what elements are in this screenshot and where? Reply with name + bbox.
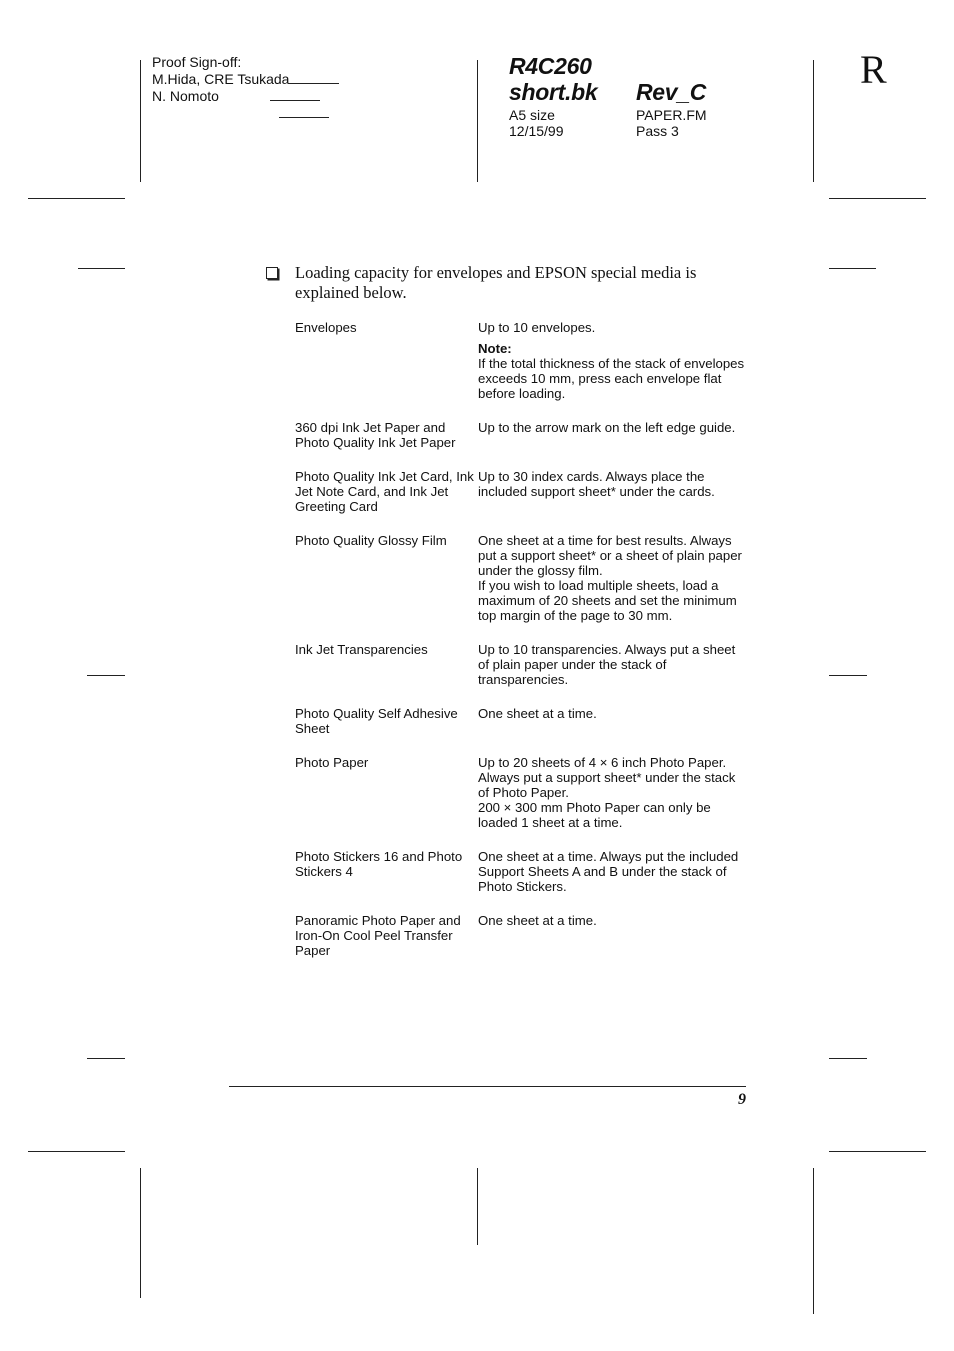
media-name: Ink Jet Transparencies (295, 642, 428, 657)
signature-blank (289, 71, 339, 84)
media-name: Photo Paper (295, 755, 369, 770)
crop-mark (829, 198, 926, 199)
doc-pass: Pass 3 (636, 123, 679, 139)
footer-rule (229, 1086, 746, 1087)
crop-mark (78, 268, 125, 269)
media-capacity: One sheet at a time. (478, 913, 597, 928)
crop-mark (140, 1168, 141, 1298)
doc-book: short.bk (509, 79, 598, 105)
capacity-text: One sheet at a time for best results. Always put a support sheet* or a sheet of plain paper under the glossy film. (478, 533, 742, 578)
proof-line-1 (152, 71, 339, 88)
media-capacity: One sheet at a time. Always put the included Support Sheets A and B under the stack of Photo Stickers. (478, 849, 739, 894)
table-row (295, 320, 747, 401)
crop-mark (813, 60, 814, 182)
table-row (295, 642, 747, 687)
table-row (295, 913, 747, 958)
checkbox-bullet-icon (266, 267, 278, 279)
crop-mark (829, 268, 876, 269)
media-name: 360 dpi Ink Jet Paper and Photo Quality Ink Jet Paper (295, 420, 456, 450)
capacity-text: Up to 10 envelopes. (478, 320, 596, 335)
doc-revision: Rev_C (636, 79, 707, 105)
signature-blank (279, 105, 329, 118)
media-capacity: Up to 10 transparencies. Always put a sheet of plain paper under the stack of transparencies. (478, 642, 736, 687)
proof-line-2 (152, 88, 339, 105)
crop-mark (28, 1151, 125, 1152)
media-capacity (478, 755, 747, 830)
media-capacity (478, 320, 747, 401)
proof-title: Proof Sign-off: (152, 54, 242, 70)
intro-bullet (266, 263, 746, 303)
doc-size: A5 size (509, 107, 555, 123)
proof-signoff (152, 54, 339, 122)
table-row (295, 469, 747, 514)
page-number: 9 (738, 1091, 746, 1108)
proof-name-2: N. Nomoto (152, 88, 219, 104)
intro-text: Loading capacity for envelopes and EPSON special media is explained below. (295, 263, 697, 302)
table-row (295, 706, 747, 736)
table-row (295, 533, 747, 623)
doc-date: 12/15/99 (509, 123, 564, 139)
media-capacity-table (295, 320, 747, 977)
capacity-text: Up to 20 sheets of 4 × 6 inch Photo Paper. Always put a support sheet* under the stack of Photo Paper. (478, 755, 736, 800)
note-label: Note: (478, 341, 512, 356)
table-row (295, 755, 747, 830)
media-name: Photo Quality Glossy Film (295, 533, 447, 548)
capacity-text-2: If you wish to load multiple sheets, load a maximum of 20 sheets and set the minimum top margin of the page to 30 mm. (478, 578, 737, 623)
crop-mark (829, 1058, 867, 1059)
doc-file: PAPER.FM (636, 107, 707, 123)
media-name: Panoramic Photo Paper and Iron-On Cool Peel Transfer Paper (295, 913, 461, 958)
media-name: Photo Stickers 16 and Photo Stickers 4 (295, 849, 463, 879)
proof-line-3 (152, 105, 339, 122)
crop-mark (813, 1168, 814, 1314)
media-capacity: One sheet at a time. (478, 706, 597, 721)
doc-code: R4C260 (509, 53, 592, 79)
media-name: Photo Quality Ink Jet Card, Ink Jet Note Card, and Ink Jet Greeting Card (295, 469, 474, 514)
table-row (295, 420, 747, 450)
media-capacity: Up to 30 index cards. Always place the included support sheet* under the cards. (478, 469, 715, 499)
proof-name-1: M.Hida, CRE Tsukada (152, 71, 290, 87)
crop-mark (477, 1168, 478, 1245)
crop-mark (28, 198, 125, 199)
media-capacity (478, 533, 747, 623)
media-name: Photo Quality Self Adhesive Sheet (295, 706, 458, 736)
media-name: Envelopes (295, 320, 357, 335)
crop-mark (829, 1151, 926, 1152)
note-text: If the total thickness of the stack of envelopes exceeds 10 mm, press each envelope flat before loading. (478, 356, 745, 401)
crop-mark (140, 60, 141, 182)
capacity-text-2: 200 × 300 mm Photo Paper can only be loaded 1 sheet at a time. (478, 800, 711, 830)
crop-mark (87, 675, 125, 676)
table-row (295, 849, 747, 894)
corner-letter: R (860, 47, 887, 92)
crop-mark (87, 1058, 125, 1059)
crop-mark (477, 60, 478, 182)
media-capacity: Up to the arrow mark on the left edge guide. (478, 420, 736, 435)
crop-mark (829, 675, 867, 676)
signature-blank (270, 88, 320, 101)
